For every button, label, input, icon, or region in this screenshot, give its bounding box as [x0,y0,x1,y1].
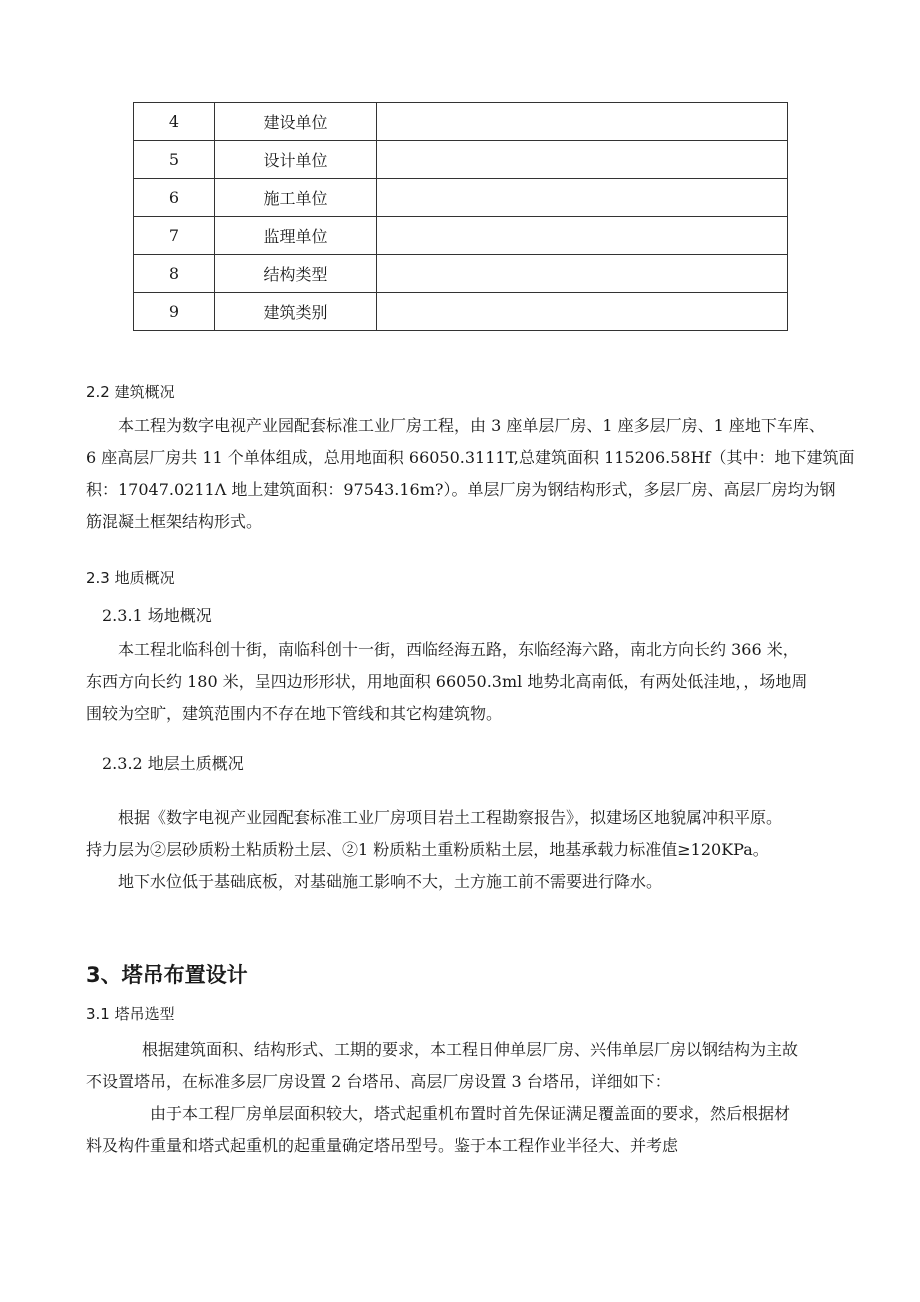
row-label: 建设单位 [215,103,377,141]
row-number: 6 [134,179,215,217]
paragraph-line: 料及构件重量和塔式起重机的起重量确定塔吊型号。鉴于本工程作业半径大、并考虑 [86,1136,679,1155]
section-2-3-1-body [86,634,807,730]
table-row [134,141,788,179]
table-row [134,103,788,141]
section-2-3-heading: 2.3 地质概况 [86,569,175,587]
paragraph-line: 东西方向长约 180 米，呈四边形形状，用地面积 66050.3ml 地势北高南低，有两处低洼地，，场地周 [86,672,808,691]
row-value [377,217,788,255]
paragraph-line: 根据建筑面积、结构形式、工期的要求，本工程日伸单层厂房、兴伟单层厂房以钢结构为主故 [142,1040,799,1059]
row-label: 结构类型 [215,255,377,293]
paragraph-line: 本工程为数字电视产业园配套标准工业厂房工程，由 3 座单层厂房、1 座多层厂房、1 座地下车库、 [118,416,825,435]
project-info-table [133,102,788,331]
row-label: 施工单位 [215,179,377,217]
row-label: 监理单位 [215,217,377,255]
table-row [134,255,788,293]
section-2-3-2-body [86,802,782,898]
row-number: 4 [134,103,215,141]
section-3-1-body [86,1034,798,1162]
row-value [377,255,788,293]
paragraph-line: 6 座高层厂房共 11 个单体组成，总用地面积 66050.3111T,总建筑面积 115206.58Hf（其中：地下建筑面 [86,448,855,467]
section-3-1-heading: 3.1 塔吊选型 [86,1005,175,1023]
table-row [134,217,788,255]
row-number: 7 [134,217,215,255]
row-number: 8 [134,255,215,293]
row-value [377,179,788,217]
row-label: 建筑类别 [215,293,377,331]
section-2-3-1-heading: 2.3.1 场地概况 [102,606,212,625]
paragraph-line: 筋混凝土框架结构形式。 [86,512,263,531]
paragraph-line: 根据《数字电视产业园配套标准工业厂房项目岩土工程勘察报告》，拟建场区地貌属冲积平原。 [118,808,783,827]
section-2-2-body [86,410,854,538]
row-label: 设计单位 [215,141,377,179]
paragraph-line: 本工程北临科创十街，南临科创十一街，西临经海五路，东临经海六路，南北方向长约 366 米， [118,640,799,659]
paragraph-line: 由于本工程厂房单层面积较大，塔式起重机布置时首先保证满足覆盖面的要求，然后根据材 [150,1104,791,1123]
paragraph-line: 地下水位低于基础底板，对基础施工影响不大，土方施工前不需要进行降水。 [118,872,663,891]
row-number: 5 [134,141,215,179]
section-2-3-2-heading: 2.3.2 地层土质概况 [102,754,244,773]
paragraph-line: 不设置塔吊，在标准多层厂房设置 2 台塔吊、高层厂房设置 3 台塔吊，详细如下： [86,1072,671,1091]
row-value [377,141,788,179]
section-3-heading: 3、塔吊布置设计 [86,963,248,987]
paragraph-line: 持力层为②层砂质粉土粘质粉土层、②1 粉质粘土重粉质粘土层，地基承载力标准值≥120KPa。 [86,840,769,859]
row-value [377,293,788,331]
table-row [134,179,788,217]
paragraph-line: 围较为空旷，建筑范围内不存在地下管线和其它构建筑物。 [86,704,503,723]
row-number: 9 [134,293,215,331]
table-row [134,293,788,331]
row-value [377,103,788,141]
section-2-2-heading: 2.2 建筑概况 [86,383,175,401]
paragraph-line: 积：17047.0211Λ 地上建筑面积：97543.16m?）。单层厂房为钢结构形式，多层厂房、高层厂房均为钢 [86,480,836,499]
